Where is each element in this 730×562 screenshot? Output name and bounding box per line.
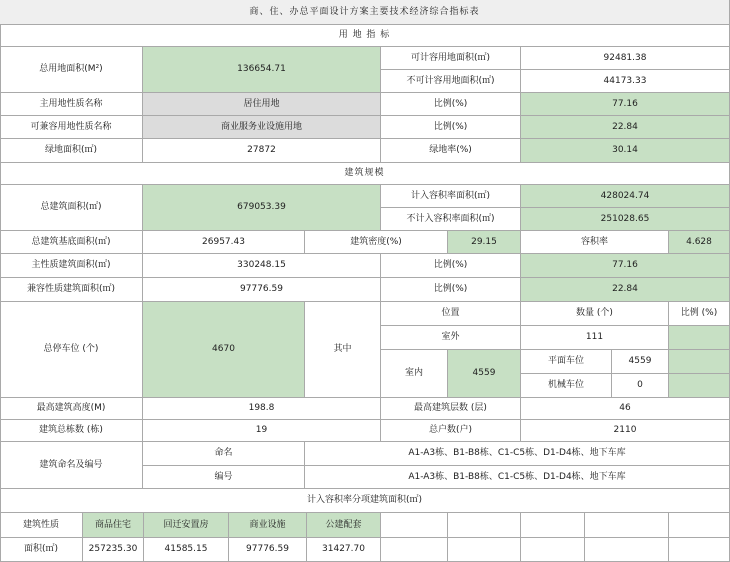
non-far-land-area-value: 44173.33 (521, 70, 730, 93)
parking-indoor-value: 4559 (448, 350, 521, 398)
breakdown-col-2-header: 回迁安置房 (144, 513, 229, 538)
breakdown-area-label: 面积(㎡) (0, 538, 83, 562)
breakdown-empty-header (448, 513, 521, 538)
parking-total-label: 总停车位 (个) (0, 302, 143, 398)
parking-mechanical-ratio (669, 374, 730, 398)
breakdown-empty-cell (585, 538, 669, 562)
parking-indoor-label: 室内 (381, 350, 448, 398)
main-use-ratio-value: 77.16 (521, 254, 730, 278)
parking-location-header: 位置 (381, 302, 521, 326)
far-breakdown-title: 计入容积率分项建筑面积(㎡) (0, 489, 730, 513)
breakdown-empty-header (521, 513, 585, 538)
max-height-label: 最高建筑高度(M) (0, 398, 143, 420)
main-use-ratio-label: 比例(%) (381, 254, 521, 278)
compatible-ratio-label: 比例(%) (381, 278, 521, 302)
green-ratio-value: 30.14 (521, 139, 730, 163)
breakdown-empty-cell (669, 538, 730, 562)
breakdown-empty-cell (381, 538, 448, 562)
parking-mechanical-value: 0 (612, 374, 669, 398)
parking-outdoor-label: 室外 (381, 326, 521, 350)
far-land-area-label: 可计容用地面积(㎡) (381, 47, 521, 70)
max-height-value: 198.8 (143, 398, 381, 420)
non-far-land-area-label: 不可计容用地面积(㎡) (381, 70, 521, 93)
green-area-label: 绿地面积(㎡) (0, 139, 143, 163)
section-building-title: 建筑规模 (0, 163, 730, 185)
green-ratio-label: 绿地率(%) (381, 139, 521, 163)
breakdown-col-4-header: 公建配套 (307, 513, 381, 538)
main-use-floor-area-label: 主性质建筑面积(㎡) (0, 254, 143, 278)
main-land-ratio-value: 77.16 (521, 93, 730, 116)
total-land-area-value: 136654.71 (143, 47, 381, 93)
building-count-label: 建筑总栋数 (栋) (0, 420, 143, 442)
building-count-value: 19 (143, 420, 381, 442)
parking-surface-value: 4559 (612, 350, 669, 374)
far-floor-area-label: 计入容积率面积(㎡) (381, 185, 521, 208)
parking-outdoor-ratio (669, 326, 730, 350)
non-far-floor-area-label: 不计入容积率面积(㎡) (381, 208, 521, 231)
breakdown-col-1-header: 商品住宅 (83, 513, 144, 538)
base-area-label: 总建筑基底面积(㎡) (0, 231, 143, 254)
parking-total-value: 4670 (143, 302, 305, 398)
compatible-floor-area-label: 兼容性质建筑面积(㎡) (0, 278, 143, 302)
breakdown-col-1-value: 257235.30 (83, 538, 144, 562)
green-area-value: 27872 (143, 139, 381, 163)
table-title: 商、住、办总平面设计方案主要技术经济综合指标表 (0, 0, 730, 25)
naming-number-label: 编号 (143, 466, 305, 489)
parking-mechanical-label: 机械车位 (521, 374, 612, 398)
max-floors-value: 46 (521, 398, 730, 420)
far-label: 容积率 (521, 231, 669, 254)
compatible-land-ratio-value: 22.84 (521, 116, 730, 139)
main-land-use-label: 主用地性质名称 (0, 93, 143, 116)
parking-count-header: 数量 (个) (521, 302, 669, 326)
breakdown-empty-cell (448, 538, 521, 562)
main-use-floor-area-value: 330248.15 (143, 254, 381, 278)
total-land-area-label: 总用地面积(M²) (0, 47, 143, 93)
households-label: 总户数(户) (381, 420, 521, 442)
non-far-floor-area-value: 251028.65 (521, 208, 730, 231)
total-floor-area-value: 679053.39 (143, 185, 381, 231)
parking-surface-label: 平面车位 (521, 350, 612, 374)
compatible-floor-area-value: 97776.59 (143, 278, 381, 302)
breakdown-empty-cell (521, 538, 585, 562)
parking-of-which-label: 其中 (305, 302, 381, 398)
breakdown-empty-header (585, 513, 669, 538)
far-floor-area-value: 428024.74 (521, 185, 730, 208)
base-area-value: 26957.43 (143, 231, 305, 254)
breakdown-col-4-value: 31427.70 (307, 538, 381, 562)
naming-name-value: A1-A3栋、B1-B8栋、C1-C5栋、D1-D4栋、地下车库 (305, 442, 730, 466)
breakdown-col-2-value: 41585.15 (144, 538, 229, 562)
max-floors-label: 最高建筑层数 (层) (381, 398, 521, 420)
parking-surface-ratio (669, 350, 730, 374)
density-value: 29.15 (448, 231, 521, 254)
breakdown-empty-header (381, 513, 448, 538)
parking-ratio-header: 比例 (%) (669, 302, 730, 326)
parking-outdoor-value: 111 (521, 326, 669, 350)
breakdown-type-header: 建筑性质 (0, 513, 83, 538)
compatible-land-use-value: 商业服务业设施用地 (143, 116, 381, 139)
compatible-ratio-value: 22.84 (521, 278, 730, 302)
density-label: 建筑密度(%) (305, 231, 448, 254)
breakdown-empty-header (669, 513, 730, 538)
compatible-land-ratio-label: 比例(%) (381, 116, 521, 139)
total-floor-area-label: 总建筑面积(㎡) (0, 185, 143, 231)
naming-number-value: A1-A3栋、B1-B8栋、C1-C5栋、D1-D4栋、地下车库 (305, 466, 730, 489)
compatible-land-use-label: 可兼容用地性质名称 (0, 116, 143, 139)
naming-label: 建筑命名及编号 (0, 442, 143, 489)
breakdown-col-3-header: 商业设施 (229, 513, 307, 538)
breakdown-col-3-value: 97776.59 (229, 538, 307, 562)
far-value: 4.628 (669, 231, 730, 254)
households-value: 2110 (521, 420, 730, 442)
main-land-ratio-label: 比例(%) (381, 93, 521, 116)
far-land-area-value: 92481.38 (521, 47, 730, 70)
naming-name-label: 命名 (143, 442, 305, 466)
section-land-title: 用 地 指 标 (0, 25, 730, 47)
main-land-use-value: 居住用地 (143, 93, 381, 116)
